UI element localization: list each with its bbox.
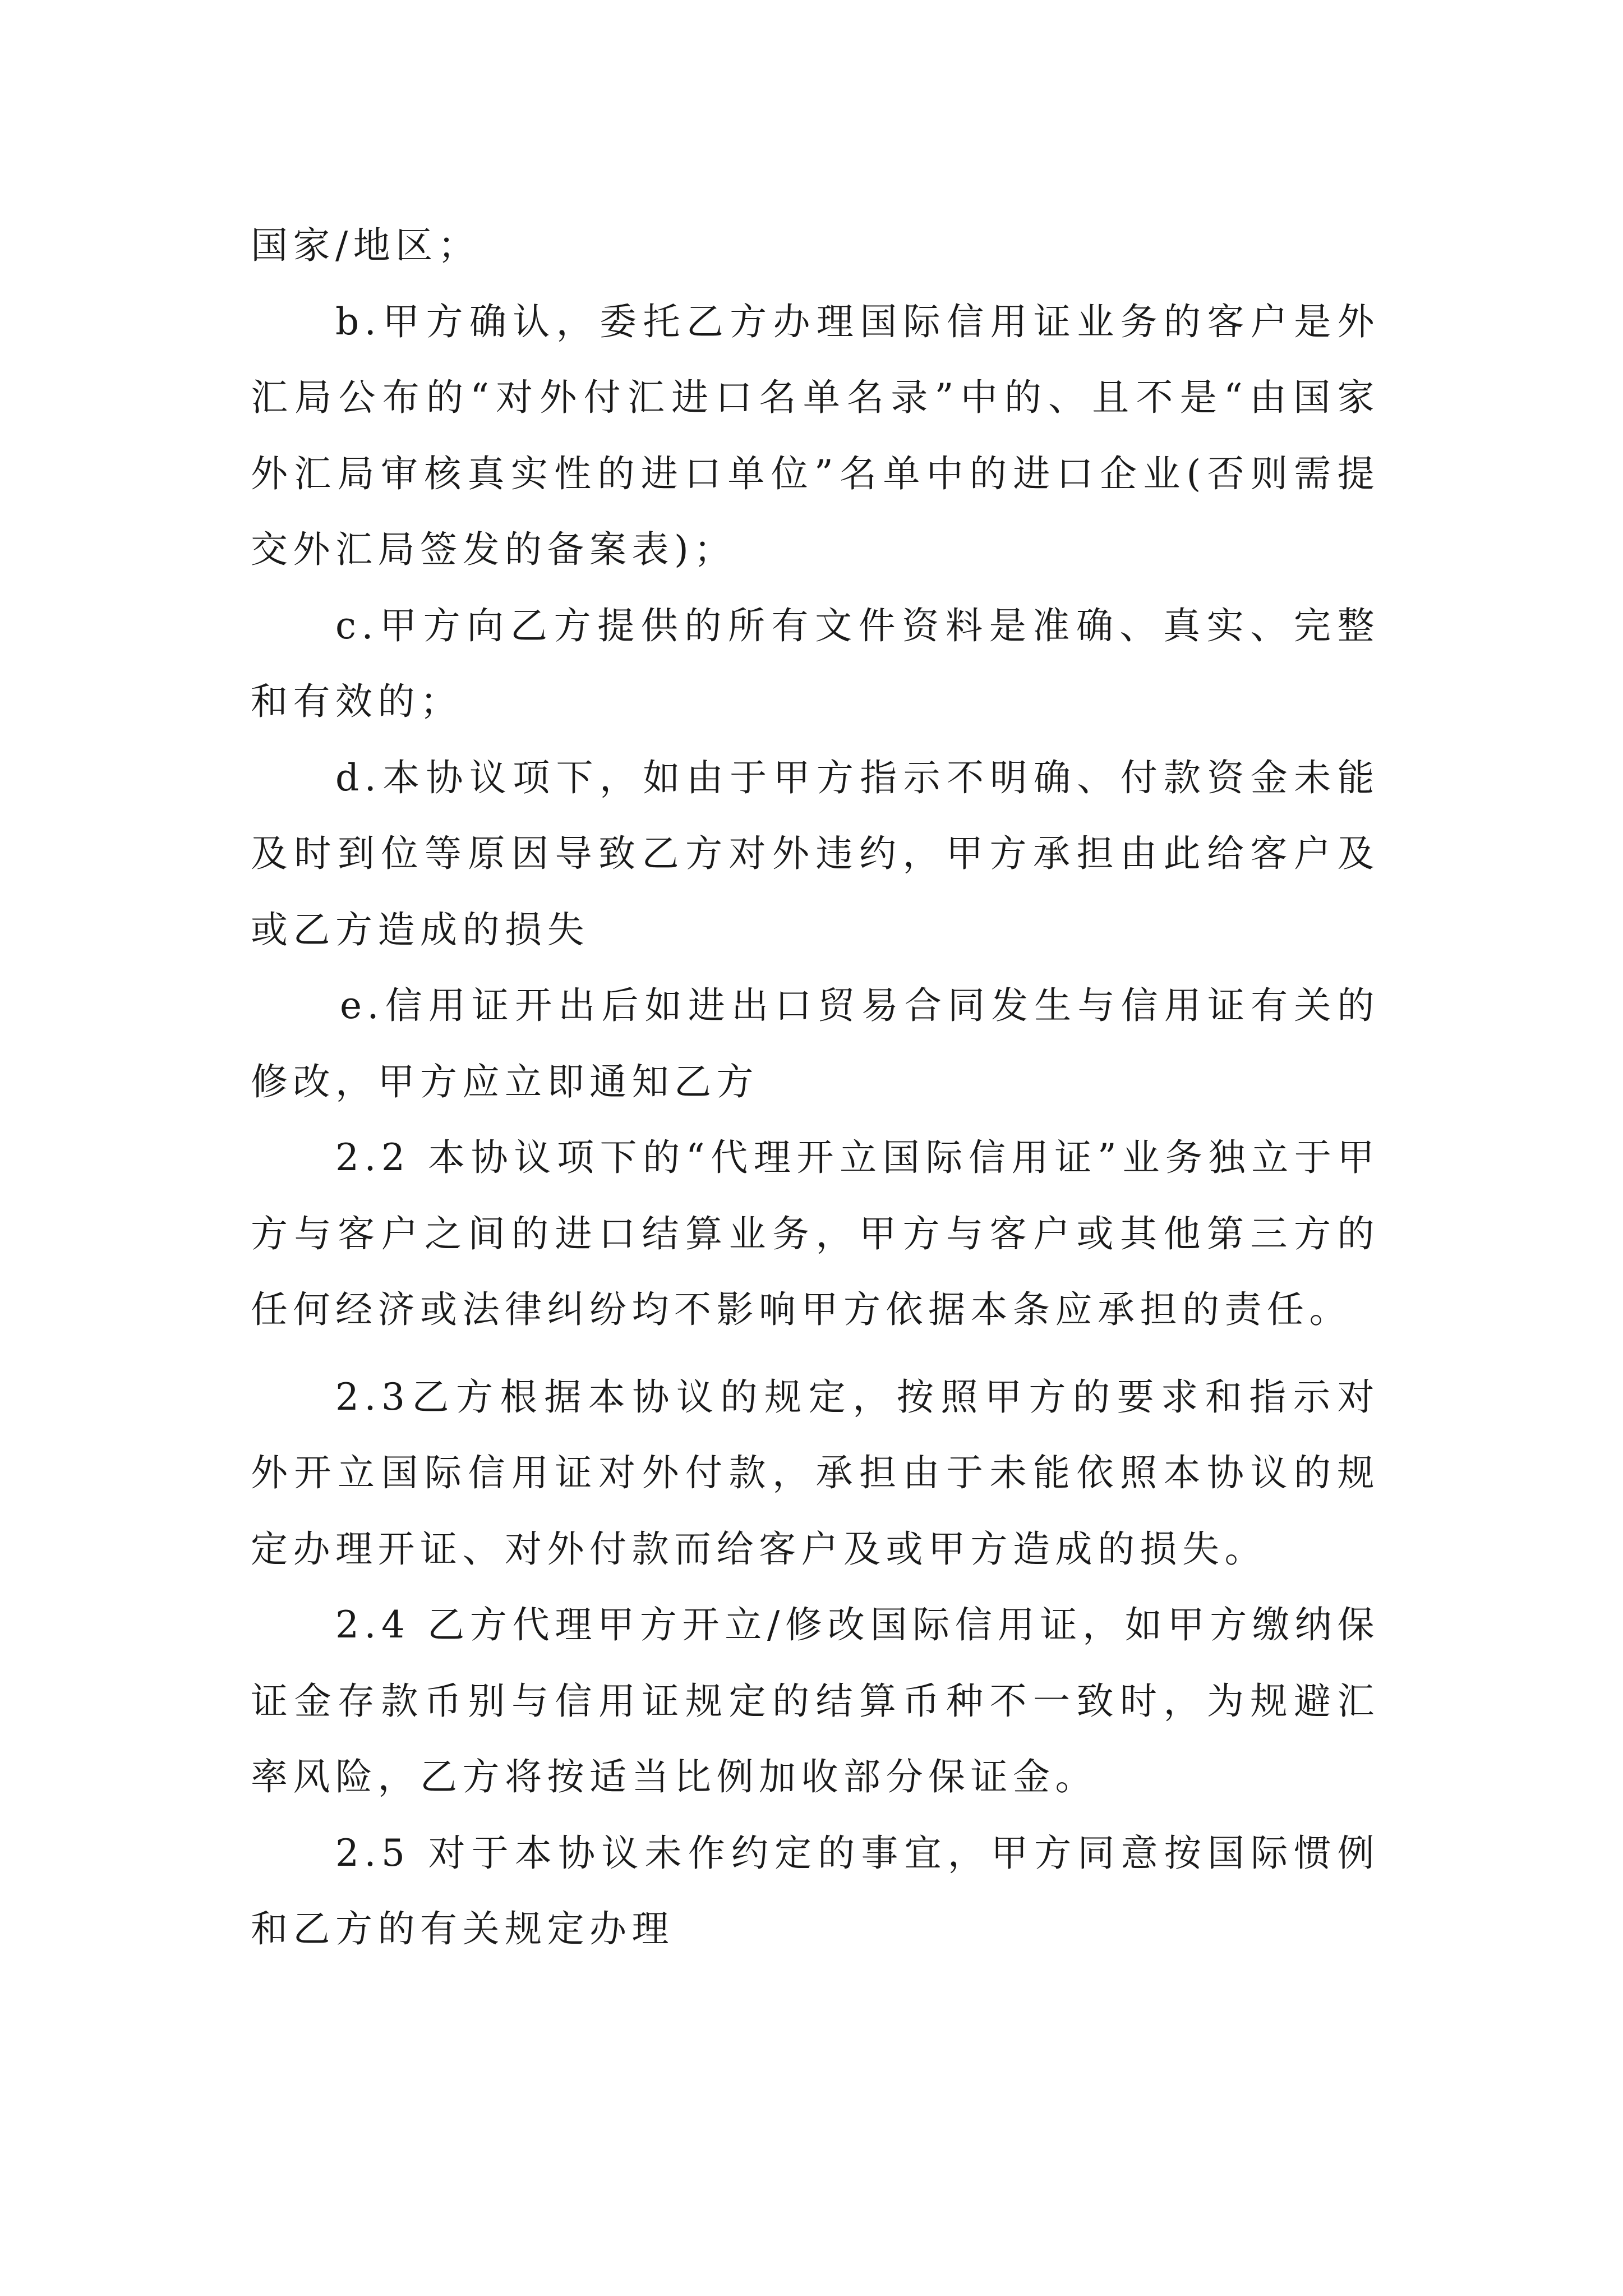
paragraph-section-2-3: 2.3乙方根据本协议的规定，按照甲方的要求和指示对外开立国际信用证对外付款，承担由于未能依照本协议的规定办理开证、对外付款而给客户及或甲方造成的损失。: [251, 1375, 1380, 1571]
paragraph-section-2-5: 2.5 对于本协议未作约定的事宜，甲方同意按国际惯例和乙方的有关规定办理: [251, 1831, 1380, 1950]
paragraph-clause-e: e.信用证开出后如进出口贸易合同发生与信用证有关的修改，甲方应立即通知乙方: [251, 984, 1380, 1103]
paragraph-clause-b: b.甲方确认，委托乙方办理国际信用证业务的客户是外汇局公布的“对外付汇进口名单名录”中的、且不是“由国家外汇局审核真实性的进口单位”名单中的进口企业(否则需提交外汇局签发的备案表)；: [251, 300, 1380, 571]
paragraph-country-region: 国家/地区；: [251, 224, 481, 267]
document-page: [251, 208, 1380, 1967]
paragraph-clause-c: c.甲方向乙方提供的所有文件资料是准确、真实、完整和有效的；: [251, 604, 1380, 723]
paragraph-section-2-4: 2.4 乙方代理甲方开立/修改国际信用证，如甲方缴纳保证金存款币别与信用证规定的结算币种不一致时，为规避汇率风险，乙方将按适当比例加收部分保证金。: [251, 1603, 1380, 1798]
paragraph-section-2-2: 2.2 本协议项下的“代理开立国际信用证”业务独立于甲方与客户之间的进口结算业务，甲方与客户或其他第三方的任何经济或法律纠纷均不影响甲方依据本条应承担的责任。: [251, 1136, 1380, 1331]
paragraph-clause-d: d.本协议项下，如由于甲方指示不明确、付款资金未能及时到位等原因导致乙方对外违约，甲方承担由此给客户及或乙方造成的损失: [251, 756, 1380, 951]
